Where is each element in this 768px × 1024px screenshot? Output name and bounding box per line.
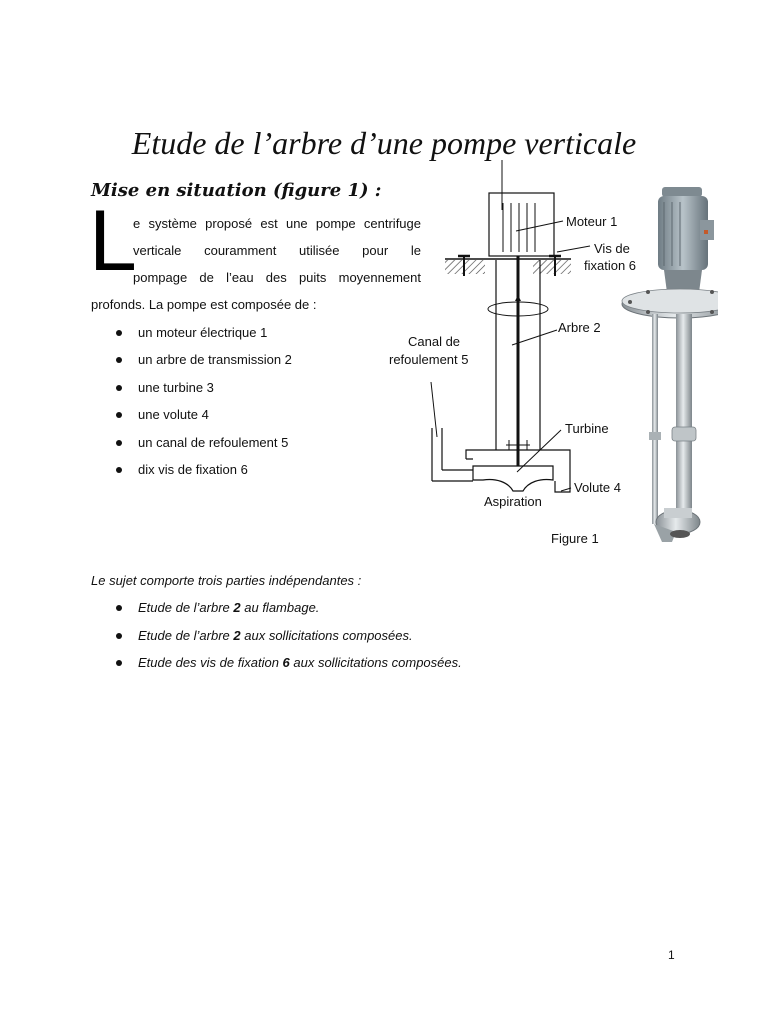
- label-canal-line2: refoulement 5: [389, 352, 469, 367]
- subject-item: [138, 628, 413, 643]
- label-arbre: Arbre 2: [558, 320, 601, 335]
- pump-photo: [618, 182, 718, 550]
- section-heading: Mise en situation (figure 1) :: [91, 180, 382, 201]
- subject-item-text: Etude de l’arbre: [138, 628, 234, 643]
- label-canal-line1: Canal de: [408, 334, 461, 349]
- list-item: une volute 4: [138, 407, 209, 422]
- label-turbine: Turbine: [565, 421, 609, 436]
- list-item: une turbine 3: [138, 380, 214, 395]
- subject-item: [138, 655, 462, 670]
- label-vis-line2: fixation 6: [584, 258, 637, 273]
- drop-cap: L: [89, 193, 137, 289]
- page-title: Etude de l’arbre d’une pompe verticale: [131, 125, 637, 161]
- intro-line-3: pompage de l’eau des puits moyennement: [133, 270, 421, 285]
- intro-line-4: profonds. La pompe est composée de :: [91, 297, 317, 312]
- label-moteur: Moteur 1: [566, 214, 618, 229]
- list-item: dix vis de fixation 6: [138, 462, 248, 477]
- subject-item-text: au flambage.: [240, 600, 320, 615]
- ground-hatch-right: [533, 260, 571, 274]
- page-number: 1: [668, 948, 675, 962]
- figure-caption: Figure 1: [551, 531, 599, 546]
- subject-item-text: aux sollicitations composées.: [240, 628, 413, 643]
- subject-item-text: aux sollicitations composées.: [289, 655, 462, 670]
- subject-intro: Le sujet comporte trois parties indépendantes :: [91, 573, 362, 588]
- subject-item-number: 2: [233, 600, 241, 615]
- subject-item-number: 2: [233, 628, 241, 643]
- intro-line-2: verticale couramment utilisée pour le: [133, 243, 421, 258]
- subject-item: [138, 600, 319, 615]
- label-aspiration: Aspiration: [484, 494, 542, 509]
- turbine: [473, 466, 553, 491]
- subject-item-text: Etude de l’arbre: [138, 600, 234, 615]
- subject-item-text: Etude des vis de fixation: [138, 655, 283, 670]
- bullet-icon: [116, 660, 122, 666]
- bullet-icon: [116, 633, 122, 639]
- bullet-icon: [116, 605, 122, 611]
- label-volute: Volute 4: [574, 480, 621, 495]
- intro-line-1: e système proposé est une pompe centrifuge: [133, 216, 421, 231]
- subject-item-number: 6: [282, 655, 290, 670]
- list-item: un arbre de transmission 2: [138, 352, 292, 367]
- label-vis-line1: Vis de: [594, 241, 630, 256]
- list-item: un moteur électrique 1: [138, 325, 268, 340]
- list-item: un canal de refoulement 5: [138, 435, 289, 450]
